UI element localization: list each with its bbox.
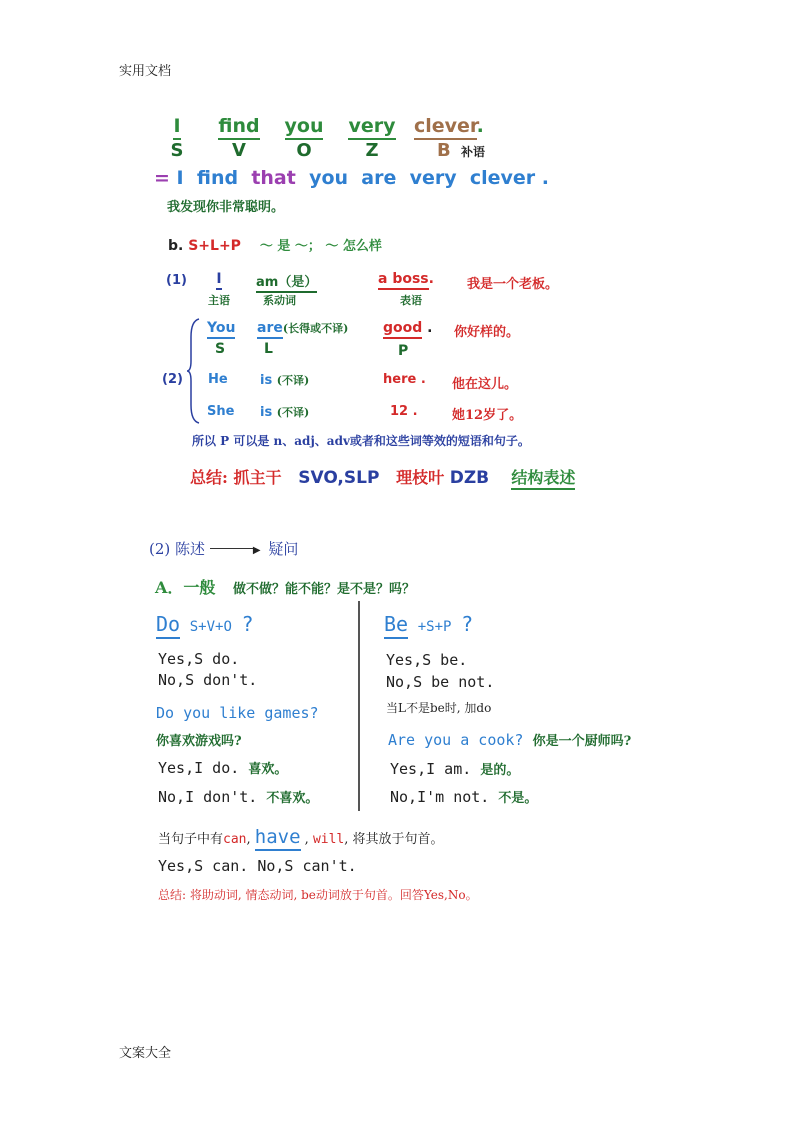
slp-ex2b-predicate: here . — [383, 372, 426, 387]
slp-ex2b-verb: is (不译) — [260, 373, 310, 388]
slp-ex2c-subject: She — [207, 404, 235, 419]
slp-ex2c-translation: 她12岁了。 — [452, 408, 523, 423]
svo-label-b: B 补语 — [437, 140, 486, 161]
slp-ex1-subject-label: 主语 — [208, 294, 230, 307]
be-answer-no: No,S be not. — [386, 673, 495, 691]
question-a-heading: A．一般 做不做？能不能？是不是？吗？ — [155, 578, 416, 597]
svo-b-note: 补语 — [461, 145, 486, 159]
slp-ex1-verb: am（是） — [256, 271, 317, 290]
slp-heading: b. S+L+P ～ 是 ～； ～ 怎么样 — [168, 238, 382, 254]
svo-label-o: O — [296, 140, 312, 161]
svo-word-object: you — [280, 115, 328, 137]
slp-ex2a-s-label: S — [215, 341, 226, 357]
be-example-yes: Yes,I am. 是的。 — [390, 760, 520, 778]
slp-ex1-predicate: a boss. — [378, 271, 434, 287]
modal-rule: 当句子中有can, have , will, 将其放于句首。 — [158, 826, 444, 848]
svo-word-verb: find — [212, 115, 266, 137]
arrow-right-icon — [210, 548, 256, 549]
slp-ex1-verb-label: 系动词 — [263, 294, 296, 307]
modal-answer: Yes,S can. No,S can't. — [158, 857, 357, 875]
slp-ex1-subject: I — [205, 271, 233, 287]
do-example: Do you like games? — [156, 704, 319, 722]
slp-ex1-predicate-label: 表语 — [400, 294, 422, 307]
question-summary: 总结: 将助动词, 情态动词, be动词放于句首。回答Yes,No。 — [158, 888, 478, 902]
slp-ex2-num: (2) — [162, 372, 183, 387]
slp-ex2c-predicate: 12 . — [390, 404, 418, 419]
be-example: Are you a cook? 你是一个厨师吗? — [388, 731, 632, 749]
svo-label-s: S — [170, 140, 184, 161]
slp-note: 所以 P 可以是 n、adj、adv或者和这些词等效的短语和句子。 — [192, 434, 530, 448]
be-formula: Be +S+P ? — [384, 612, 473, 636]
do-answer-no: No,S don't. — [158, 671, 258, 689]
brace-icon — [186, 317, 202, 425]
svo-word-complement: clever. — [414, 115, 484, 137]
be-note: 当L不是be时, 加do — [386, 701, 492, 715]
svo-rewrite: = I find that you are very clever . — [154, 167, 549, 189]
slp-ex2a-p-label: P — [398, 343, 409, 359]
page-header: 实用文档 — [119, 64, 172, 79]
slp-ex2c-verb: is (不译) — [260, 405, 310, 420]
do-answer-yes: Yes,S do. — [158, 650, 240, 668]
svo-label-v: V — [232, 140, 246, 161]
do-example-yes: Yes,I do. 喜欢。 — [158, 759, 288, 777]
svo-translation: 我发现你非常聪明。 — [167, 200, 285, 215]
do-example-cn: 你喜欢游戏吗? — [156, 734, 242, 749]
slp-ex2a-predicate: good . — [383, 320, 432, 336]
question-heading: (2) 陈述 ▶ 疑问 — [149, 540, 299, 558]
column-divider — [358, 601, 360, 811]
do-example-no: No,I don't. 不喜欢。 — [158, 788, 319, 806]
slp-ex2b-subject: He — [208, 372, 228, 387]
svo-word-subject: I — [160, 115, 194, 137]
slp-ex2a-l-label: L — [264, 341, 273, 357]
do-formula: Do S+V+O ? — [156, 612, 254, 636]
svo-label-z: Z — [365, 140, 379, 161]
slp-ex2a-verb: are(长得或不译) — [257, 320, 348, 336]
slp-summary: 总结: 抓主干 SVO,SLP 理枝叶 DZB 结构表述 — [190, 468, 576, 488]
slp-ex1-num: (1) — [166, 273, 187, 288]
slp-ex2b-translation: 他在这儿。 — [452, 377, 518, 392]
slp-ex1-translation: 我是一个老板。 — [467, 277, 559, 292]
be-example-no: No,I'm not. 不是。 — [390, 788, 538, 806]
slp-ex2a-translation: 你好样的。 — [454, 325, 520, 340]
slp-ex2a-subject: You — [207, 320, 235, 336]
page-footer: 文案大全 — [119, 1046, 172, 1061]
be-answer-yes: Yes,S be. — [386, 651, 468, 669]
svo-word-adverb: very — [346, 115, 398, 137]
